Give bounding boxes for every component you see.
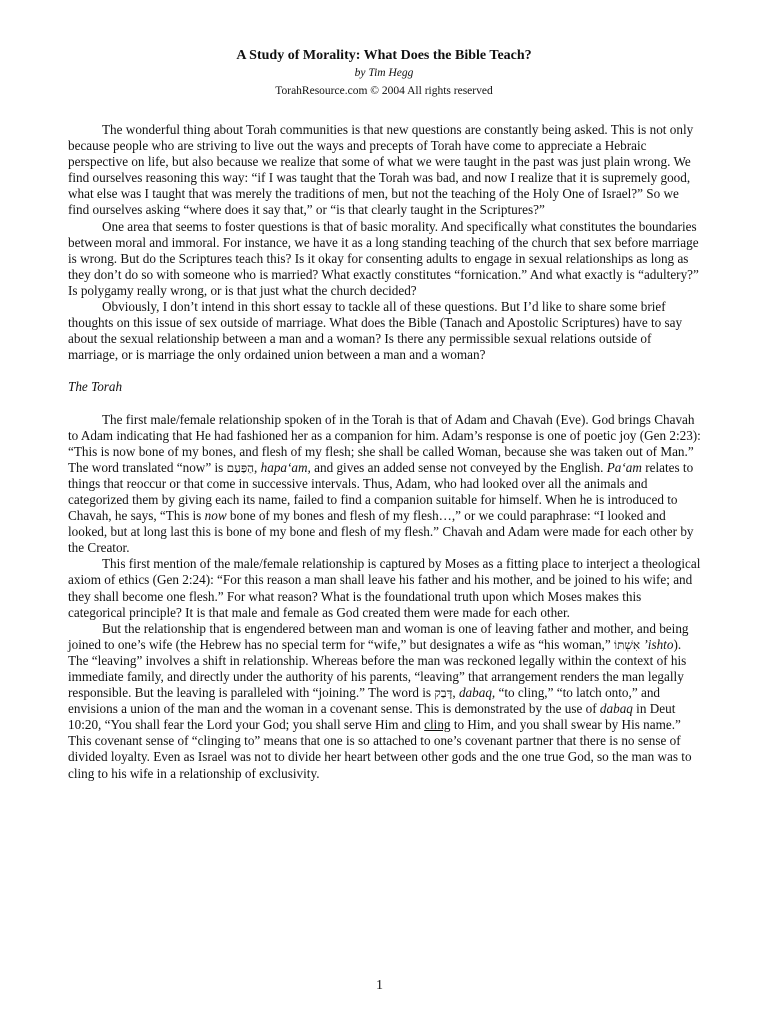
spacer	[68, 396, 702, 412]
page-number: 1	[376, 978, 383, 993]
text-run: in Deut 10:20, “You shall fear the Lord your God; you shall serve Him and	[68, 701, 676, 733]
paragraph-intro-1: The wonderful thing about Torah communities is that new questions are constantly being asked. This is not only because people who are striving to live out the ways and precepts of Torah have come to appreciate a Hebraic perspective on life, but also because we realize that some of what we were taught in the past was just plain wrong. We find ourselves reasoning this way: “if I was taught that the Torah was bad, and now I realize that it is supremely good, what else was I taught that was merely the traditions of men, but not the teaching of the Holy One of Israel?” So we find ourselves asking “where does it say that,” or “is that clearly taught in the Scriptures?”	[68, 122, 694, 218]
term-paam: Pa‘am	[606, 459, 642, 475]
term-dabaq: dabaq	[599, 701, 633, 717]
transliteration-hapaam: hapa‘am,	[260, 459, 311, 475]
hebrew-word-dabaq: דָּבַק	[434, 686, 453, 701]
emphasis-now: now	[204, 508, 227, 524]
underlined-cling: cling	[424, 717, 451, 733]
text-run: bone of my bones and flesh of my flesh…,” or we could paraphrase: “I looked and looked, but at long last this is bone of my bone and flesh of my flesh.” Chavah and Adam were made for each other by the Creator.	[68, 508, 694, 556]
hebrew-word-ishto: אִשְׁתּוֹ	[614, 637, 641, 652]
text-run: But the relationship that is engendered between man and woman is one of leaving father and mother, and being joined to one’s wife (the Hebrew has no special term for “wife,” but designates a wife as “his woman,”	[68, 620, 689, 652]
copyright-line: TorahResource.com © 2004 All rights reserved	[275, 85, 493, 97]
paragraph-intro-2: One area that seems to foster questions is that of basic morality. And specifically what constitutes the boundaries between moral and immoral. For instance, we have it as a long standing teaching of the church that sex before marriage is wrong. But do the Scriptures teach this? Is it okay for consenting adults to engage in sexual relationships as long as they don’t do so with someone who is married? What exactly constitutes “fornication.” And what exactly is “adultery?” Is polygamy really wrong, or is that just what the church decided?	[68, 218, 699, 298]
spacer	[68, 363, 702, 379]
text-run: to Him, and you shall swear by His name.” This covenant sense of “clinging to” means that one is so attached to one’s covenant partner that there is no sense of divided loyalty. Even as Israel was not to divide her heart between other gods and the one true God, so the man was to cling to his wife in a relationship of exclusivity.	[68, 717, 692, 781]
text-run: “to cling,” “to latch onto,” and envisions a union of the man and the woman in a covenant sense. This is demonstrated by the use of	[68, 685, 661, 717]
hebrew-word-hapaam: הַפַּעַם	[226, 460, 255, 475]
text-run: and gives an added sense not conveyed by the English.	[310, 459, 607, 475]
document-title: A Study of Morality: What Does the Bible Teach?	[236, 48, 532, 63]
text-run: relates to things that reoccur or that come in successive intervals. Thus, Adam, who had looked over all the animals and categorized them by giving each its name, failed to find a companion suitable for himself. When he is introduced to Chavah, he says, “This is	[68, 459, 694, 524]
paragraph-adam-chavah	[68, 412, 702, 557]
paragraph-intro-3: Obviously, I don’t intend in this short essay to tackle all of these questions. But I’d like to share some brief thoughts on this issue of sex outside of marriage. What does the Bible (Tanach and Apostolic Scriptures) have to say about the sexual relationship between a man and a woman? Is there any permissible sexual relations outside of marriage, or is marriage the only ordained union between a man and a woman?	[68, 299, 683, 363]
author-byline: by Tim Hegg	[354, 67, 414, 79]
text-run: ,	[254, 459, 261, 475]
paragraph-leaving-joining	[68, 621, 702, 782]
text-run: The first male/female relationship spoken of in the Torah is that of Adam and Chavah (Eve). God brings Chavah to Adam indicating that He had fashioned her as a companion for him. Adam’s response is one of poetic joy (Gen 2:23): “This is now bone of my bones, and flesh of my flesh; she shall be called Woman, because she was taken out of Man.” The word translated “now” is	[68, 411, 701, 475]
transliteration-ishto: ’ishto	[643, 636, 674, 652]
transliteration-dabaq: dabaq,	[458, 685, 496, 701]
text-run: ,	[452, 685, 459, 701]
text-run: ). The “leaving” involves a shift in relationship. Whereas before the man was reckoned legally within the context of his immediate family, and directly under the authority of his parents, “leaving” that arrangement renders the man legally responsible. But the leaving is paralleled with “joining.” The word is	[68, 636, 687, 701]
section-heading: The Torah	[68, 379, 123, 395]
document-body	[68, 122, 702, 782]
paragraph-first-mention: This first mention of the male/female relationship is captured by Moses as a fitting place to interject a theological axiom of ethics (Gen 2:24): “For this reason a man shall leave his father and his mother, and be joined to his wife; and they shall become one flesh.” For what reason? What is the foundational truth upon which Moses makes this categorical principle? It is that male and female as God created them were made for each other.	[68, 556, 701, 620]
